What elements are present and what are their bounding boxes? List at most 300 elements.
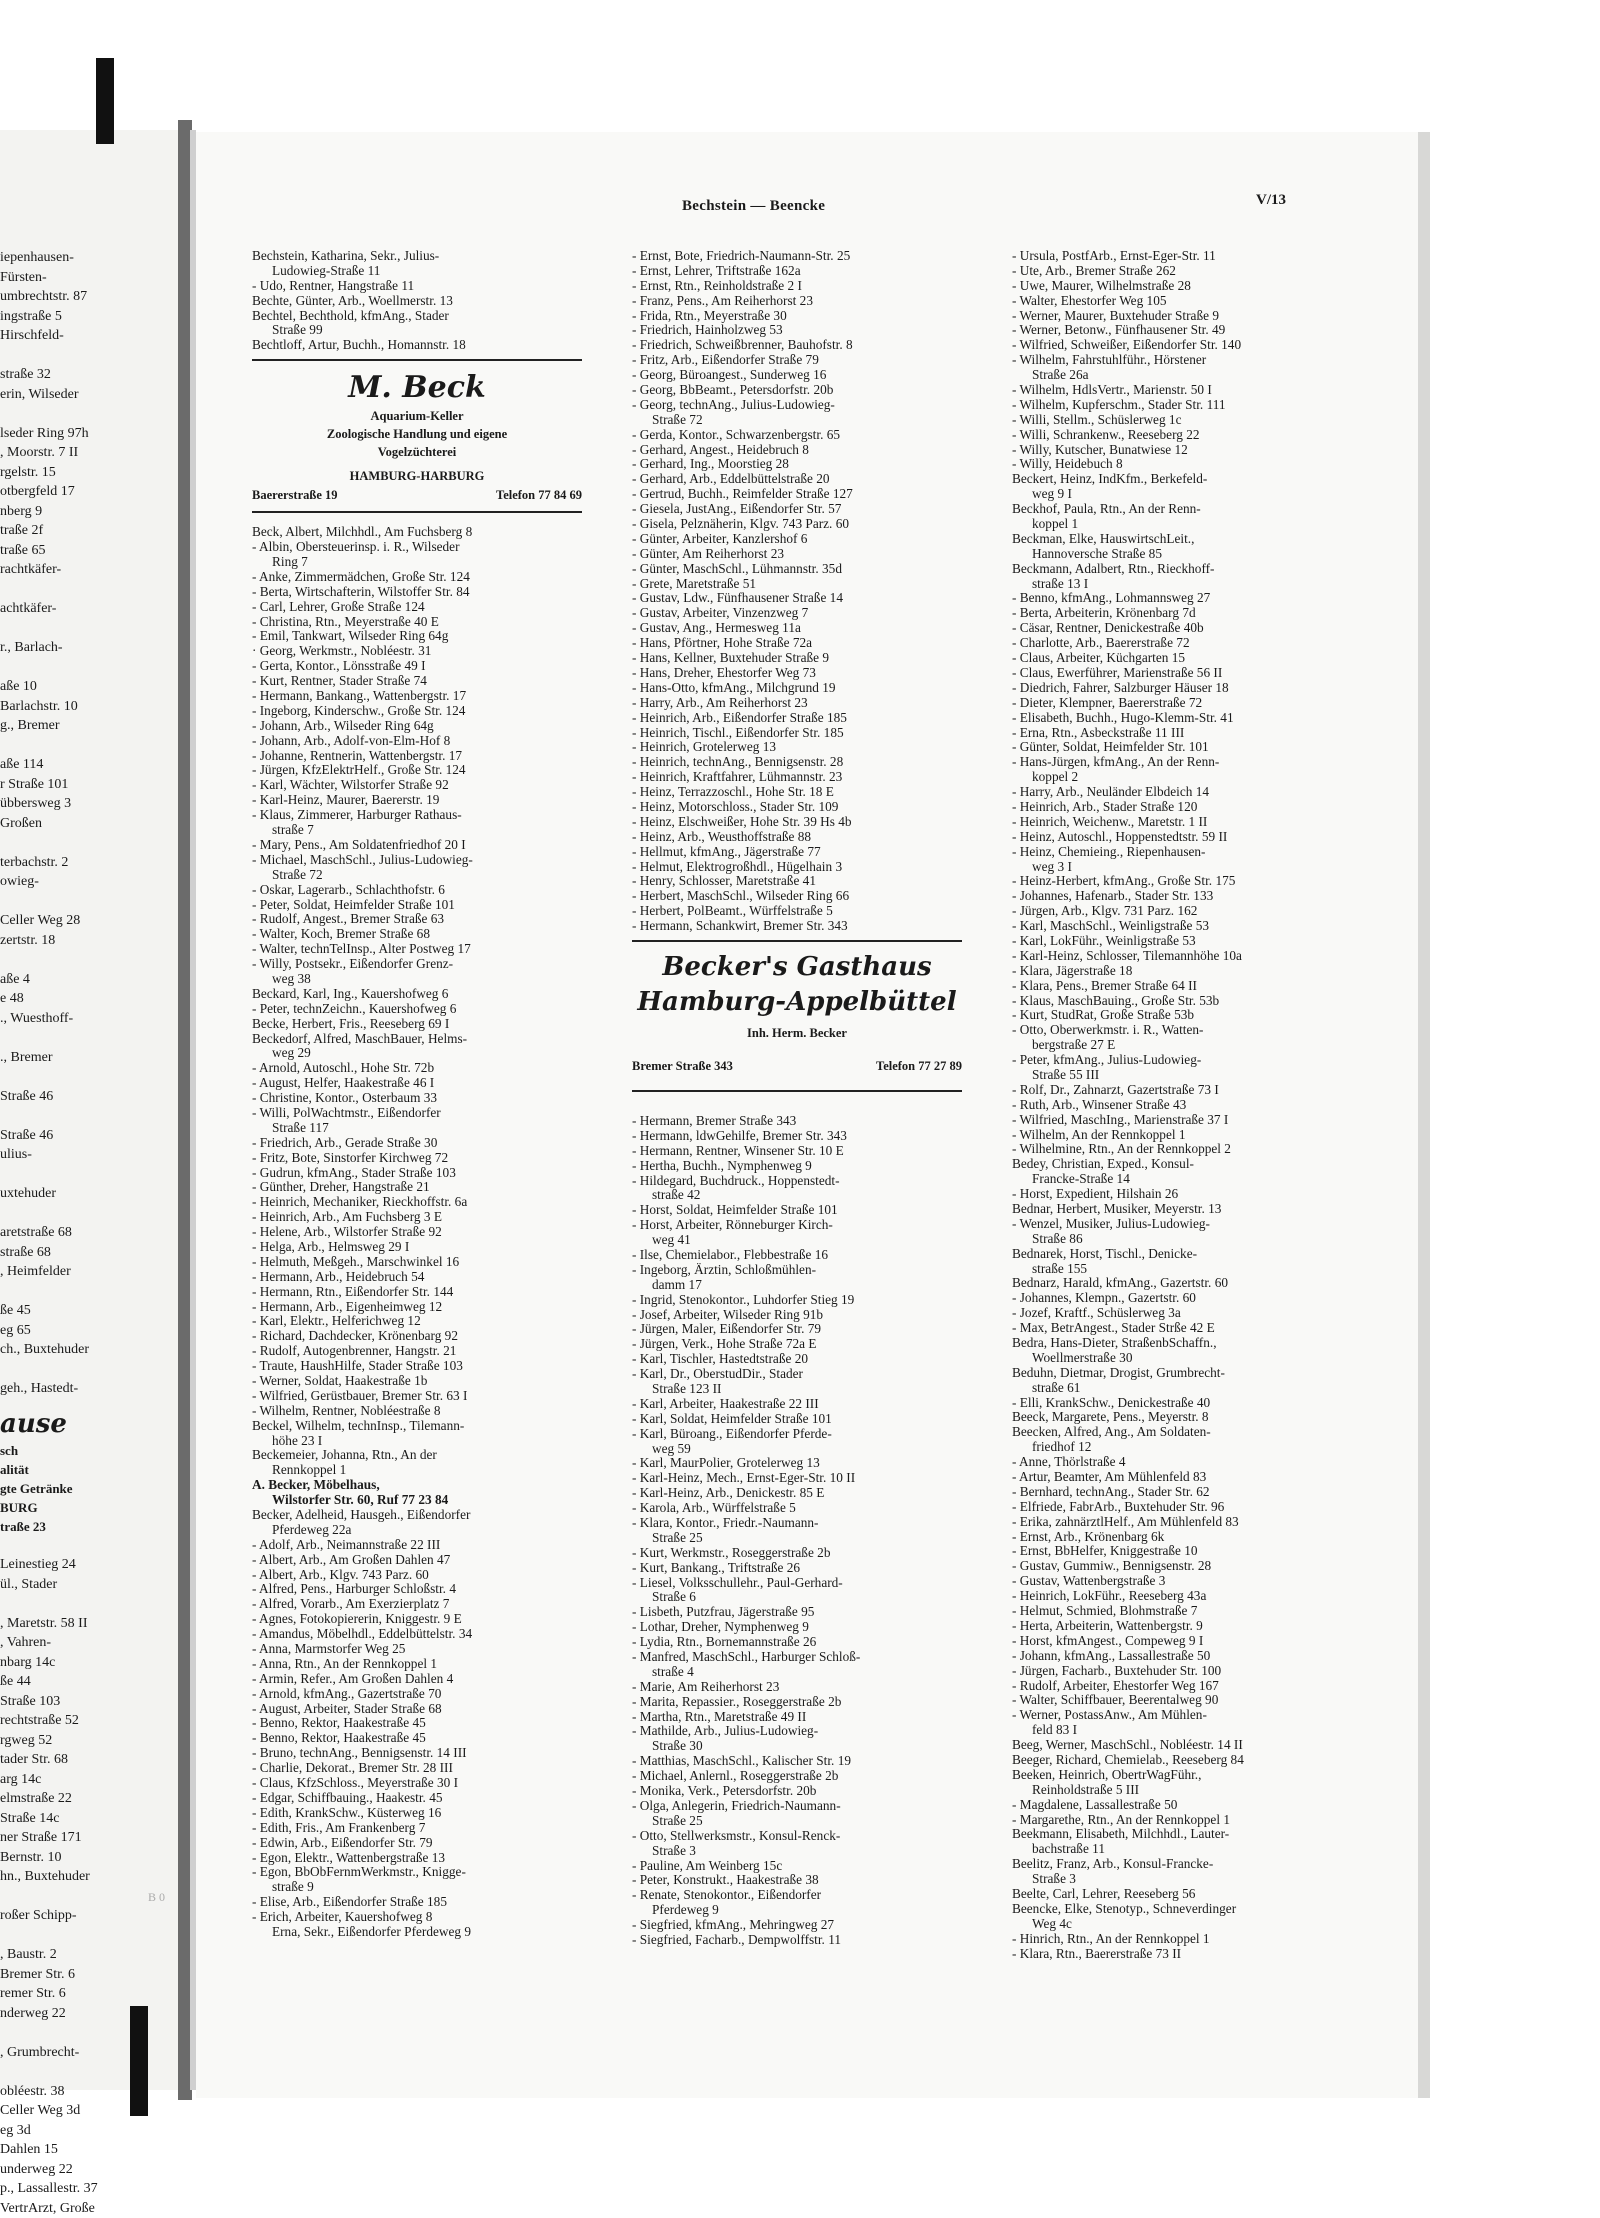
directory-entry-line: - Hermann, Bremer Straße 343 [632,1114,962,1129]
left-page-line: nderweg 22 [0,2004,176,2024]
directory-entry-line: - Karl, Soldat, Heimfelder Straße 101 [632,1412,962,1427]
left-page-ad-line: BURG [0,1498,176,1517]
directory-entry-line: weg 3 I [1012,860,1342,875]
directory-entry-line: - Heinrich, Weichenw., Maretstr. 1 II [1012,815,1342,830]
directory-entry-line: - Georg, technAng., Julius-Ludowieg- [632,398,962,413]
directory-entry-line: - Dieter, Klempner, Baererstraße 72 [1012,696,1342,711]
directory-entry-line: Straße 26a [1012,368,1342,383]
directory-entry-line: - Magdalene, Lassallestraße 50 [1012,1798,1342,1813]
directory-entry-line: - Berta, Wirtschafterin, Wilstoffer Str. 84 [252,585,582,600]
left-page-text [0,248,176,2218]
directory-entry-line: - Matthias, MaschSchl., Kalischer Str. 19 [632,1754,962,1769]
directory-entry-line: - Karl-Heinz, Arb., Denickestr. 85 E [632,1486,962,1501]
directory-entry-line: - Renate, Stenokontor., Eißendorfer [632,1888,962,1903]
left-page-line: uxtehuder [0,1184,176,1204]
directory-entry-line: - Hellmut, kfmAng., Jägerstraße 77 [632,845,962,860]
directory-entry-line: - Horst, Soldat, Heimfelder Straße 101 [632,1203,962,1218]
divider-rule [252,359,582,361]
directory-entry-line: Straße 99 [252,323,582,338]
left-page-line: Hirschfeld- [0,326,176,346]
directory-entry-line: - Hans-Otto, kfmAng., Milchgrund 19 [632,681,962,696]
directory-entry-line: Hannoversche Straße 85 [1012,547,1342,562]
directory-entry-line: straße 7 [252,823,582,838]
directory-entry-line: Straße 86 [1012,1232,1342,1247]
left-page-line: owieg- [0,872,176,892]
directory-entry-line: Bedra, Hans-Dieter, StraßenbSchaffn., [1012,1336,1342,1351]
directory-entry-line: straße 155 [1012,1262,1342,1277]
directory-entry-line: - Erich, Arbeiter, Kauershofweg 8 [252,1910,582,1925]
directory-entry-line: - Helmuth, Meßgeh., Marschwinkel 16 [252,1255,582,1270]
directory-entry-line: Beckel, Wilhelm, technInsp., Tilemann- [252,1419,582,1434]
directory-entry-line: - Ingrid, Stenokontor., Luhdorfer Stieg 19 [632,1293,962,1308]
directory-entry-line: - Emil, Tankwart, Wilseder Ring 64g [252,629,582,644]
directory-entry-line: - Ernst, Rtn., Reinholdstraße 2 I [632,279,962,294]
directory-entry-line: Francke-Straße 14 [1012,1172,1342,1187]
directory-entry-line: - Klara, Pens., Bremer Straße 64 II [1012,979,1342,994]
directory-entry-line: - Wilhelm, Kupferschm., Stader Str. 111 [1012,398,1342,413]
directory-entry-line: koppel 1 [1012,517,1342,532]
directory-column-1 [252,249,582,1940]
directory-entry-line: - Johann, Arb., Adolf-von-Elm-Hof 8 [252,734,582,749]
left-page-line [0,1204,176,1224]
directory-entry-line: Bechtloff, Artur, Buchh., Homannstr. 18 [252,338,582,353]
directory-entry-line: weg 9 I [1012,487,1342,502]
directory-entry-line: - Bernhard, technAng., Stader Str. 62 [1012,1485,1342,1500]
left-page-line: Bernstr. 10 [0,1848,176,1868]
directory-entry-line: - Heinrich, Arb., Am Fuchsberg 3 E [252,1210,582,1225]
directory-entry-line: - Bruno, technAng., Bennigsenstr. 14 III [252,1746,582,1761]
directory-entry-line: Straße 72 [252,868,582,883]
left-page-line: g., Bremer [0,716,176,736]
directory-entry-line: - Heinrich, technAng., Bennigsenstr. 28 [632,755,962,770]
left-page-line: Celler Weg 3d [0,2101,176,2121]
directory-entry-line: - Walter, Schiffbauer, Beerentalweg 90 [1012,1693,1342,1708]
left-page-line: underweg 22 [0,2160,176,2180]
left-page-ad-title: ause [0,1407,176,1441]
directory-entry-line: - Heinz, Terrazzoschl., Hohe Str. 18 E [632,785,962,800]
divider-rule [632,940,962,942]
directory-entry-line: - Gisela, Pelznäherin, Klgv. 743 Parz. 60 [632,517,962,532]
left-page-line [0,404,176,424]
directory-entry-line: - Gudrun, kfmAng., Stader Straße 103 [252,1166,582,1181]
column-2-entries-top [632,249,962,934]
directory-entry-line: - Werner, Maurer, Buxtehuder Straße 9 [1012,309,1342,324]
directory-entry-line: Becker, Adelheid, Hausgeh., Eißendorfer [252,1508,582,1523]
directory-entry-line: Beekmann, Elisabeth, Milchhdl., Lauter- [1012,1827,1342,1842]
directory-entry-line: Beckemeier, Johanna, Rtn., An der [252,1448,582,1463]
left-page-line: ., Bremer [0,1048,176,1068]
directory-entry-line: - Heinrich, Mechaniker, Rieckhoffstr. 6a [252,1195,582,1210]
directory-entry-line: - Karl, LokFühr., Weinligstraße 53 [1012,934,1342,949]
left-page-line: erin, Wilseder [0,385,176,405]
left-page-ad-line: traße 23 [0,1517,176,1536]
directory-entry-line: - Klara, Rtn., Baererstraße 73 II [1012,1947,1342,1962]
directory-entry-line: - Wilhelm, Fahrstuhlführ., Hörstener [1012,353,1342,368]
directory-entry-line: - Hermann, Rtn., Eißendorfer Str. 144 [252,1285,582,1300]
directory-entry-line: - Heinz, Elschweißer, Hohe Str. 39 Hs 4b [632,815,962,830]
directory-entry-line: - Hertha, Buchh., Nymphenweg 9 [632,1159,962,1174]
directory-entry-line: - Walter, technTelInsp., Alter Postweg 17 [252,942,582,957]
directory-entry-line: - Heinz, Motorschloss., Stader Str. 109 [632,800,962,815]
directory-entry-line: - Hans, Pförtner, Hohe Straße 72a [632,636,962,651]
column-3-entries [1012,249,1342,1961]
directory-entry-line: - Ruth, Arb., Winsener Straße 43 [1012,1098,1342,1113]
directory-entry-line: - Marie, Am Reiherhorst 23 [632,1680,962,1695]
directory-entry-line: feld 83 I [1012,1723,1342,1738]
left-page-line: ingstraße 5 [0,307,176,327]
directory-entry-line: - Kurt, StudRat, Große Straße 53b [1012,1008,1342,1023]
directory-entry-line: - Claus, Arbeiter, Küchgarten 15 [1012,651,1342,666]
directory-entry-line: - Karl-Heinz, Schlosser, Tilemannhöhe 10a [1012,949,1342,964]
directory-entry-line: - Elise, Arb., Eißendorfer Straße 185 [252,1895,582,1910]
beck-ad-line: Vogelzüchterei [252,443,582,461]
directory-entry-line: - Gustav, Arbeiter, Vinzenzweg 7 [632,606,962,621]
directory-entry-line: - Arnold, kfmAng., Gazertstraße 70 [252,1687,582,1702]
directory-entry-line: - Friedrich, Schweißbrenner, Bauhofstr. 8 [632,338,962,353]
directory-entry-line: - Olga, Anlegerin, Friedrich-Naumann- [632,1799,962,1814]
page-header-title: Bechstein — Beencke [682,198,825,215]
left-page-line: Straße 46 [0,1126,176,1146]
directory-entry-line: - Pauline, Am Weinberg 15c [632,1859,962,1874]
directory-entry-line: Wilstorfer Str. 60, Ruf 77 23 84 [252,1493,582,1508]
directory-entry-line: - Franz, Pens., Am Reiherhorst 23 [632,294,962,309]
left-page-line: eg 65 [0,1321,176,1341]
directory-entry-line: Beckhof, Paula, Rtn., An der Renn- [1012,502,1342,517]
directory-entry-line: - Heinrich, Arb., Eißendorfer Straße 185 [632,711,962,726]
directory-entry-line: bachstraße 11 [1012,1842,1342,1857]
directory-entry-line: - Claus, KfzSchloss., Meyerstraße 30 I [252,1776,582,1791]
directory-entry-line: Bednarz, Harald, kfmAng., Gazertstr. 60 [1012,1276,1342,1291]
directory-entry-line: - Heinrich, Kraftfahrer, Lühmannstr. 23 [632,770,962,785]
directory-entry-line: - Lydia, Rtn., Bornemannstraße 26 [632,1635,962,1650]
left-page-line: Straße 46 [0,1087,176,1107]
directory-entry-line: - August, Arbeiter, Stader Straße 68 [252,1702,582,1717]
left-page-line [0,1360,176,1380]
directory-entry-line: - Carl, Lehrer, Große Straße 124 [252,600,582,615]
left-page-line: ulius- [0,1145,176,1165]
left-page-line: otbergfeld 17 [0,482,176,502]
directory-entry-line: - Kurt, Werkmstr., Roseggerstraße 2b [632,1546,962,1561]
left-page-line: arg 14c [0,1770,176,1790]
directory-entry-line: - Otto, Stellwerksmstr., Konsul-Renck- [632,1829,962,1844]
directory-entry-line: - Klara, Jägerstraße 18 [1012,964,1342,979]
directory-entry-line: weg 59 [632,1442,962,1457]
directory-entry-line: - Elfriede, FabrArb., Buxtehuder Str. 96 [1012,1500,1342,1515]
directory-entry-line: - Werner, Soldat, Haakestraße 1b [252,1374,582,1389]
directory-entry-line: Straße 55 III [1012,1068,1342,1083]
directory-entry-line: - Artur, Beamter, Am Mühlenfeld 83 [1012,1470,1342,1485]
directory-entry-line: - Christine, Kontor., Osterbaum 33 [252,1091,582,1106]
directory-entry-line: - Anna, Rtn., An der Rennkoppel 1 [252,1657,582,1672]
directory-entry-line: straße 9 [252,1880,582,1895]
directory-entry-line: - Friedrich, Hainholzweg 53 [632,323,962,338]
directory-entry-line: - Karl, MaschSchl., Weinligstraße 53 [1012,919,1342,934]
directory-entry-line: - Werner, Betonw., Fünfhausener Str. 49 [1012,323,1342,338]
directory-entry-line: - Fritz, Arb., Eißendorfer Straße 79 [632,353,962,368]
directory-entry-line: - Willi, PolWachtmstr., Eißendorfer [252,1106,582,1121]
left-page-line: Barlachstr. 10 [0,697,176,717]
left-page-line: aße 10 [0,677,176,697]
directory-entry-line: Woellmerstraße 30 [1012,1351,1342,1366]
directory-entry-line: - Walter, Koch, Bremer Straße 68 [252,927,582,942]
column-1-entries-top [252,249,582,353]
directory-entry-line: - Karl, Tischler, Hastedtstraße 20 [632,1352,962,1367]
gasthaus-ad-phone: Telefon 77 27 89 [876,1056,962,1076]
directory-entry-line: Straße 3 [1012,1872,1342,1887]
directory-entry-line: - Peter, technZeichn., Kauershofweg 6 [252,1002,582,1017]
directory-entry-line: - Gustav, Ang., Hermesweg 11a [632,621,962,636]
directory-entry-line: - Peter, kfmAng., Julius-Ludowieg- [1012,1053,1342,1068]
directory-entry-line: weg 38 [252,972,582,987]
directory-entry-line: - Heinz, Chemieing., Riepenhausen- [1012,845,1342,860]
directory-entry-line: - Willy, Postsekr., Eißendorfer Grenz- [252,957,582,972]
left-page-line [0,1282,176,1302]
directory-entry-line: Beencke, Elke, Stenotyp., Schneverdinger [1012,1902,1342,1917]
directory-entry-line: - Hermann, Bankang., Wattenbergstr. 17 [252,689,582,704]
left-page-line [0,892,176,912]
directory-entry-line: - Lothar, Dreher, Nymphenweg 9 [632,1620,962,1635]
left-page-line: rechtstraße 52 [0,1711,176,1731]
directory-entry-line: - Hermann, Arb., Eigenheimweg 12 [252,1300,582,1315]
directory-entry-line: - Claus, Ewerführer, Marienstraße 56 II [1012,666,1342,681]
directory-entry-line: - Johann, kfmAng., Lassallestraße 50 [1012,1649,1342,1664]
left-page-line: hn., Buxtehuder [0,1867,176,1887]
directory-entry-line: - Helmut, Schmied, Blohmstraße 7 [1012,1604,1342,1619]
gasthaus-ad-title: Becker's Gasthaus [632,950,962,984]
left-page-line: traße 2f [0,521,176,541]
directory-entry-line: - Wilfried, MaschIng., Marienstraße 37 I [1012,1113,1342,1128]
directory-entry-line: Weg 4c [1012,1917,1342,1932]
directory-entry-line: - Gerhard, Angest., Heidebruch 8 [632,443,962,458]
directory-entry-line: - Adolf, Arb., Neimannstraße 22 III [252,1538,582,1553]
directory-entry-line: Straße 3 [632,1844,962,1859]
directory-entry-line: - Gerhard, Ing., Moorstieg 28 [632,457,962,472]
directory-entry-line: - Edgar, Schiffbauing., Haakestr. 45 [252,1791,582,1806]
directory-entry-line: - Willy, Heidebuch 8 [1012,457,1342,472]
directory-column-2 [632,249,962,1948]
left-page-line: ., Wuesthoff- [0,1009,176,1029]
directory-entry-line: - Kurt, Bankang., Triftstraße 26 [632,1561,962,1576]
directory-entry-line: - Cäsar, Rentner, Denickestraße 40b [1012,621,1342,636]
left-page-line: p., Lassallestr. 37 [0,2179,176,2199]
directory-entry-line: - Gustav, Wattenbergstraße 3 [1012,1574,1342,1589]
left-page-line [0,736,176,756]
directory-entry-line: - Elisabeth, Buchh., Hugo-Klemm-Str. 41 [1012,711,1342,726]
left-page-line [0,1536,176,1556]
directory-entry-line: - Günter, Am Reiherhorst 23 [632,547,962,562]
directory-entry-line: - Hermann, Arb., Heidebruch 54 [252,1270,582,1285]
directory-entry-line: Beelitz, Franz, Arb., Konsul-Francke- [1012,1857,1342,1872]
directory-entry-line: Beckman, Elke, HauswirtschLeit., [1012,532,1342,547]
directory-entry-line: - Benno, Rektor, Haakestraße 45 [252,1731,582,1746]
left-page-line: Dahlen 15 [0,2140,176,2160]
directory-entry-line: - Berta, Arbeiterin, Krönenbarg 7d [1012,606,1342,621]
directory-entry-line: - Wilfried, Gerüstbauer, Bremer Str. 63 I [252,1389,582,1404]
directory-entry-line: - Gerta, Kontor., Lönsstraße 49 I [252,659,582,674]
left-page-ad-line: gte Getränke [0,1479,176,1498]
directory-entry-line: - Richard, Dachdecker, Krönenbarg 92 [252,1329,582,1344]
directory-entry-line: - Ernst, Arb., Krönenbarg 6k [1012,1530,1342,1545]
directory-entry-line: - Heinrich, Arb., Stader Straße 120 [1012,800,1342,815]
directory-entry-line: - Heinrich, LokFühr., Reeseberg 43a [1012,1589,1342,1604]
left-page-line [0,2023,176,2043]
divider-rule [252,511,582,513]
directory-entry-line: Straße 25 [632,1814,962,1829]
directory-entry-line: - Karl, Wächter, Wilstorfer Straße 92 [252,778,582,793]
directory-entry-line: weg 29 [252,1046,582,1061]
gasthaus-advertisement [632,950,962,1076]
left-page-line [0,1106,176,1126]
directory-entry-line: - Peter, Soldat, Heimfelder Straße 101 [252,898,582,913]
directory-entry-line: - Johannes, Hafenarb., Stader Str. 133 [1012,889,1342,904]
directory-entry-line: Straße 30 [632,1739,962,1754]
directory-entry-line: - Wilfried, Schweißer, Eißendorfer Str. 140 [1012,338,1342,353]
directory-entry-line: Erna, Sekr., Eißendorfer Pferdeweg 9 [252,1925,582,1940]
directory-entry-line: Beckmann, Adalbert, Rtn., Rieckhoff- [1012,562,1342,577]
directory-entry-line: - Traute, HaushHilfe, Stader Straße 103 [252,1359,582,1374]
left-page-line: roßer Schipp- [0,1906,176,1926]
left-page-line: r., Barlach- [0,638,176,658]
directory-entry-line: - Friedrich, Arb., Gerade Straße 30 [252,1136,582,1151]
directory-entry-line: - Peter, Konstrukt., Haakestraße 38 [632,1873,962,1888]
directory-entry-line: - Marita, Repassier., Roseggerstraße 2b [632,1695,962,1710]
directory-entry-line: - Edith, KrankSchw., Küsterweg 16 [252,1806,582,1821]
left-page-line [0,658,176,678]
directory-entry-line: - Günter, Soldat, Heimfelder Str. 101 [1012,740,1342,755]
directory-entry-line: Beduhn, Dietmar, Drogist, Grumbrecht- [1012,1366,1342,1381]
left-page-line: aße 114 [0,755,176,775]
left-page-line [0,833,176,853]
directory-entry-line: - Udo, Rentner, Hangstraße 11 [252,279,582,294]
directory-entry-line: Beckedorf, Alfred, MaschBauer, Helms- [252,1032,582,1047]
left-page-line: , Maretstr. 58 II [0,1614,176,1634]
directory-entry-line: - Michael, MaschSchl., Julius-Ludowieg- [252,853,582,868]
binding-clip-bottom [130,2006,148,2116]
directory-entry-line: - Gerhard, Arb., Eddelbüttelstraße 20 [632,472,962,487]
directory-entry-line: - Johann, Arb., Wilseder Ring 64g [252,719,582,734]
directory-entry-line: - Diedrich, Fahrer, Salzburger Häuser 18 [1012,681,1342,696]
directory-entry-line: - Helene, Arb., Wilstorfer Straße 92 [252,1225,582,1240]
left-page-line: ch., Buxtehuder [0,1340,176,1360]
directory-entry-line: - Oskar, Lagerarb., Schlachthofstr. 6 [252,883,582,898]
directory-entry-line: - Rudolf, Angest., Bremer Straße 63 [252,912,582,927]
directory-entry-line: - Ilse, Chemielabor., Flebbestraße 16 [632,1248,962,1263]
directory-entry-line: friedhof 12 [1012,1440,1342,1455]
left-page-line: elmstraße 22 [0,1789,176,1809]
left-page-ad-line: alität [0,1460,176,1479]
directory-entry-line: Pferdeweg 22a [252,1523,582,1538]
directory-entry-line: · Georg, Werkmstr., Nobléestr. 31 [252,644,582,659]
directory-entry-line: - Karl, Arbeiter, Haakestraße 22 III [632,1397,962,1412]
directory-entry-line: - Karl, Büroang., Eißendorfer Pferde- [632,1427,962,1442]
left-page-line: übbersweg 3 [0,794,176,814]
left-page-line [0,619,176,639]
directory-entry-line: - Uwe, Maurer, Wilhelmstraße 28 [1012,279,1342,294]
gasthaus-ad-owner: Inh. Herm. Becker [632,1024,962,1042]
directory-entry-line: straße 61 [1012,1381,1342,1396]
directory-entry-line: - Jürgen, KfzElektrHelf., Große Str. 124 [252,763,582,778]
directory-entry-line: - Rudolf, Autogenbrenner, Hangstr. 21 [252,1344,582,1359]
directory-entry-line: - Karl, Dr., OberstudDir., Stader [632,1367,962,1382]
left-page-line [0,1028,176,1048]
left-page-line: Celler Weg 28 [0,911,176,931]
directory-entry-line: Beeg, Werner, MaschSchl., Nobléestr. 14 II [1012,1738,1342,1753]
directory-entry-line: - Margarethe, Rtn., An der Rennkoppel 1 [1012,1813,1342,1828]
directory-entry-line: Reinholdstraße 5 III [1012,1783,1342,1798]
directory-entry-line: - Klara, Kontor., Friedr.-Naumann- [632,1516,962,1531]
directory-entry-line: - Monika, Verk., Petersdorfstr. 20b [632,1784,962,1799]
directory-entry-line: - Horst, Arbeiter, Rönneburger Kirch- [632,1218,962,1233]
directory-entry-line: - Wilhelm, Rentner, Nobléestraße 8 [252,1404,582,1419]
directory-entry-line: - Hans, Kellner, Buxtehuder Straße 9 [632,651,962,666]
directory-entry-line: - Wilhelm, An der Rennkoppel 1 [1012,1128,1342,1143]
left-page-line [0,1165,176,1185]
directory-entry-line: - Herbert, MaschSchl., Wilseder Ring 66 [632,889,962,904]
left-page-line: zertstr. 18 [0,931,176,951]
directory-entry-line: Straße 72 [632,413,962,428]
directory-entry-line: höhe 23 I [252,1434,582,1449]
beck-ad-title: M. Beck [252,369,582,407]
directory-entry-line: - Michael, Anlernl., Roseggerstraße 2b [632,1769,962,1784]
directory-entry-line: - Hans-Jürgen, kfmAng., An der Renn- [1012,755,1342,770]
directory-entry-line: Straße 6 [632,1590,962,1605]
directory-entry-line: Straße 123 II [632,1382,962,1397]
directory-entry-line: - Charlotte, Arb., Baererstraße 72 [1012,636,1342,651]
directory-entry-line: - Amandus, Möbelhdl., Eddelbüttelstr. 34 [252,1627,582,1642]
left-page-line: , Grumbrecht- [0,2043,176,2063]
directory-entry-line: Ring 7 [252,555,582,570]
directory-entry-line: Beckert, Heinz, IndKfm., Berkefeld- [1012,472,1342,487]
divider-rule [632,1090,962,1092]
directory-entry-line: - Otto, Oberwerkmstr. i. R., Watten- [1012,1023,1342,1038]
directory-entry-line: - Wenzel, Musiker, Julius-Ludowieg- [1012,1217,1342,1232]
gasthaus-ad-address: Bremer Straße 343 [632,1056,733,1076]
directory-entry-line: - Harry, Arb., Neuländer Elbdeich 14 [1012,785,1342,800]
left-page-line [0,2062,176,2082]
directory-entry-line: Straße 25 [632,1531,962,1546]
left-page-line: ner Straße 171 [0,1828,176,1848]
directory-entry-line: - Ernst, Bote, Friedrich-Naumann-Str. 25 [632,249,962,264]
left-page-line [0,346,176,366]
directory-entry-line: - Siegfried, kfmAng., Mehringweg 27 [632,1918,962,1933]
directory-entry-line: - Helga, Arb., Helmsweg 29 I [252,1240,582,1255]
left-page-line: , Vahren- [0,1633,176,1653]
left-page-line: r Straße 101 [0,775,176,795]
directory-entry-line: - Heinz-Herbert, kfmAng., Große Str. 175 [1012,874,1342,889]
directory-entry-line: - Alfred, Vorarb., Am Exerzierplatz 7 [252,1597,582,1612]
left-page-line: eg 3d [0,2121,176,2141]
directory-entry-line: - Willi, Stellm., Schüslerweg 1c [1012,413,1342,428]
left-page-line: remer Str. 6 [0,1984,176,2004]
directory-entry-line: - Karola, Arb., Würffelstraße 5 [632,1501,962,1516]
directory-entry-line: - Georg, Büroangest., Sunderweg 16 [632,368,962,383]
left-page-line: , Moorstr. 7 II [0,443,176,463]
left-page-line: nbarg 14c [0,1653,176,1673]
beck-ad-city: HAMBURG-HARBURG [252,467,582,485]
directory-entry-line: - Edith, Fris., Am Frankenberg 7 [252,1821,582,1836]
directory-entry-line: - Mathilde, Arb., Julius-Ludowieg- [632,1724,962,1739]
directory-entry-line: - Alfred, Pens., Harburger Schloßstr. 4 [252,1582,582,1597]
directory-entry-line: - Johanne, Rentnerin, Wattenbergstr. 17 [252,749,582,764]
directory-entry-line: - Erika, zahnärztlHelf., Am Mühlenfeld 83 [1012,1515,1342,1530]
left-page-line [0,1926,176,1946]
directory-entry-line: Bechstein, Katharina, Sekr., Julius- [252,249,582,264]
directory-entry-line: - Gustav, Ldw., Fünfhausener Straße 14 [632,591,962,606]
directory-entry-line: - Walter, Ehestorfer Weg 105 [1012,294,1342,309]
directory-entry-line: - Jürgen, Verk., Hohe Straße 72a E [632,1337,962,1352]
left-facing-page [0,130,178,2090]
directory-entry-line: - Anna, Marmstorfer Weg 25 [252,1642,582,1657]
